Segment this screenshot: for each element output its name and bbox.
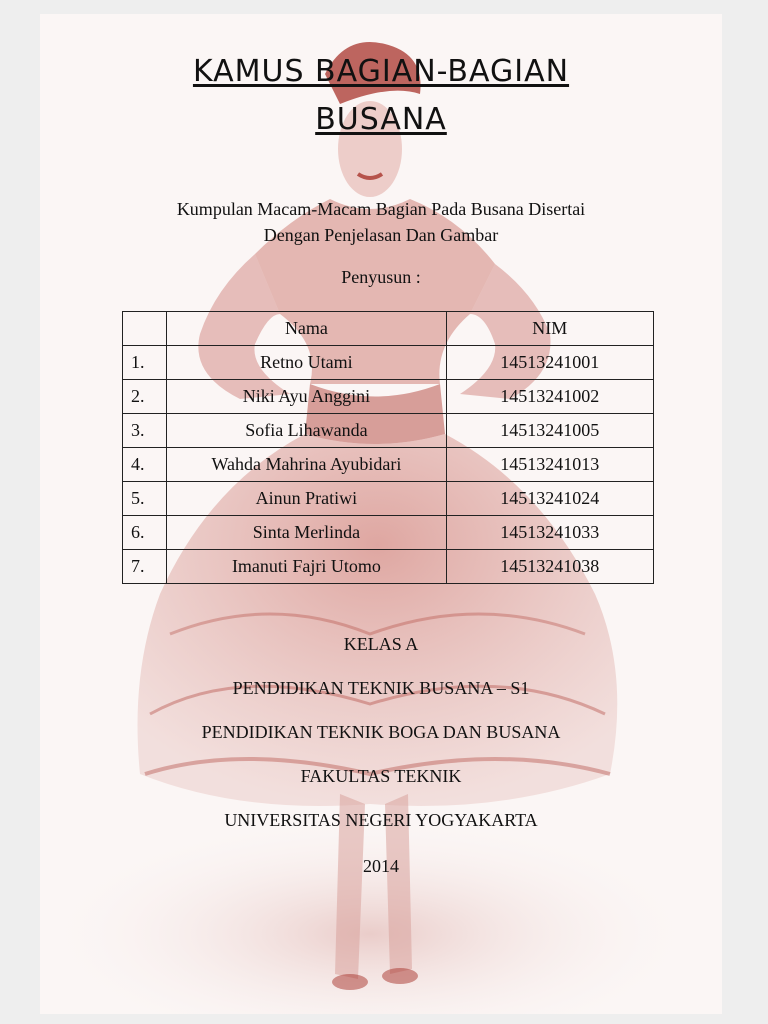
table-header-nim: NIM bbox=[446, 312, 653, 346]
document-subtitle bbox=[40, 196, 722, 248]
kelas-label: KELAS A bbox=[343, 634, 419, 654]
subtitle-line-2: Dengan Penjelasan Dan Gambar bbox=[263, 225, 499, 245]
table-row bbox=[123, 380, 654, 414]
row-nim: 14513241033 bbox=[446, 516, 653, 550]
penyusun-label: Penyusun : bbox=[341, 267, 421, 287]
row-number: 5. bbox=[123, 482, 167, 516]
row-number: 1. bbox=[123, 346, 167, 380]
jurusan-label: PENDIDIKAN TEKNIK BOGA DAN BUSANA bbox=[201, 722, 561, 742]
row-nim: 14513241024 bbox=[446, 482, 653, 516]
row-nim: 14513241005 bbox=[446, 414, 653, 448]
row-name: Ainun Pratiwi bbox=[167, 482, 446, 516]
row-name: Retno Utami bbox=[167, 346, 446, 380]
row-name: Wahda Mahrina Ayubidari bbox=[167, 448, 446, 482]
prodi-label: PENDIDIKAN TEKNIK BUSANA – S1 bbox=[232, 678, 530, 698]
document-title-line-2: BUSANA bbox=[315, 102, 447, 137]
table-row bbox=[123, 346, 654, 380]
universitas-label: UNIVERSITAS NEGERI YOGYAKARTA bbox=[224, 810, 538, 830]
row-name: Sofia Lihawanda bbox=[167, 414, 446, 448]
document-page bbox=[40, 14, 722, 1014]
table-header-row bbox=[123, 312, 654, 346]
row-name: Sinta Merlinda bbox=[167, 516, 446, 550]
row-nim: 14513241038 bbox=[446, 550, 653, 584]
row-nim: 14513241013 bbox=[446, 448, 653, 482]
subtitle-line-1: Kumpulan Macam-Macam Bagian Pada Busana Disertai bbox=[176, 199, 586, 219]
document-title-line-1: KAMUS BAGIAN-BAGIAN bbox=[192, 54, 570, 89]
row-nim: 14513241001 bbox=[446, 346, 653, 380]
fakultas-label: FAKULTAS TEKNIK bbox=[300, 766, 462, 786]
table-row bbox=[123, 448, 654, 482]
row-number: 3. bbox=[123, 414, 167, 448]
row-nim: 14513241002 bbox=[446, 380, 653, 414]
table-header-nama: Nama bbox=[167, 312, 446, 346]
row-number: 2. bbox=[123, 380, 167, 414]
table-row bbox=[123, 414, 654, 448]
row-number: 7. bbox=[123, 550, 167, 584]
year-label: 2014 bbox=[363, 856, 399, 876]
floor-shadow bbox=[40, 814, 700, 1014]
row-name: Imanuti Fajri Utomo bbox=[167, 550, 446, 584]
table-row bbox=[123, 482, 654, 516]
row-number: 6. bbox=[123, 516, 167, 550]
table-header-no bbox=[123, 312, 167, 346]
row-name: Niki Ayu Anggini bbox=[167, 380, 446, 414]
table-row bbox=[123, 516, 654, 550]
members-table bbox=[122, 311, 654, 584]
table-row bbox=[123, 550, 654, 584]
row-number: 4. bbox=[123, 448, 167, 482]
